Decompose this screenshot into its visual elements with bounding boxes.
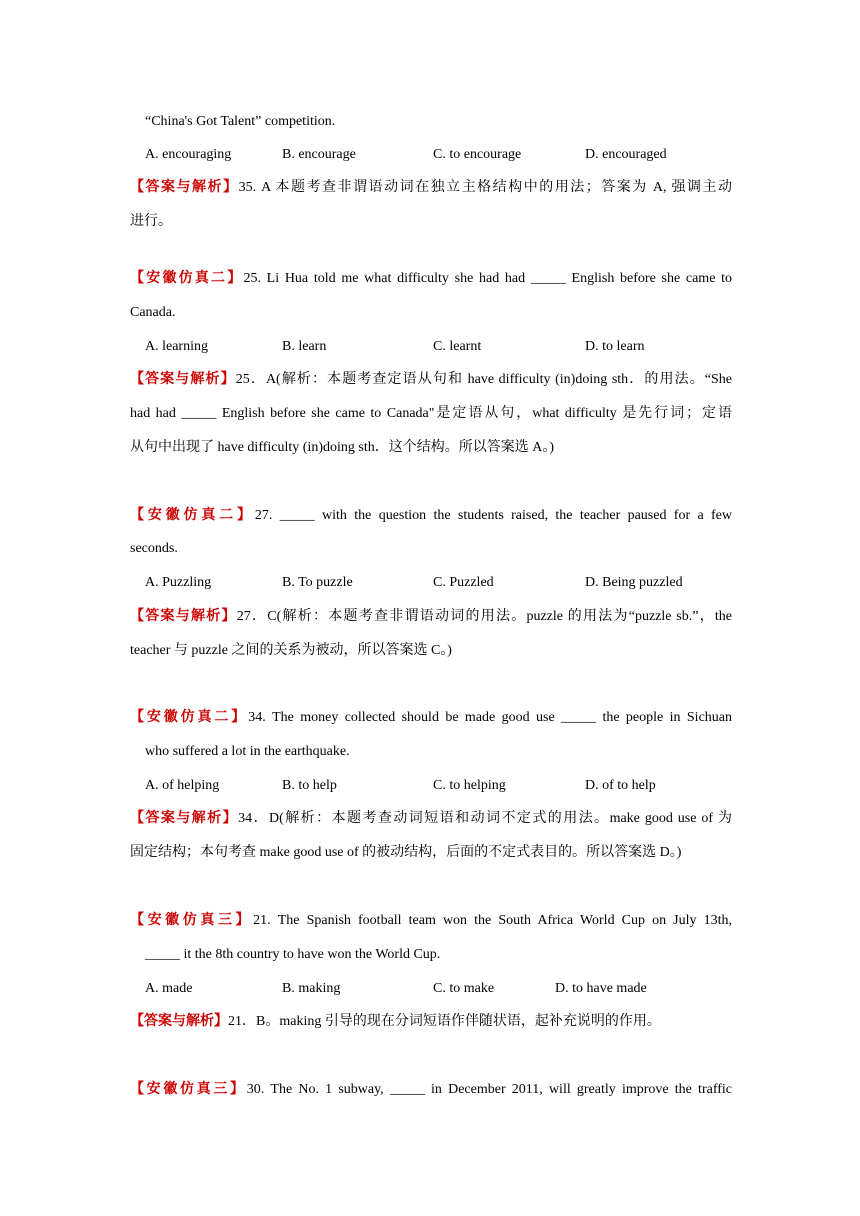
option-a: A. of helping — [145, 778, 220, 793]
answer-tag: 【答案与解析】 — [130, 180, 239, 195]
option-b: B. encourage — [282, 147, 356, 162]
answer-27-line-1 — [130, 605, 732, 629]
option-d: D. to learn — [585, 339, 645, 354]
answer-text: teacher 与 puzzle 之间的关系为被动，所以答案选 C。) — [130, 643, 452, 658]
question-21-options — [145, 977, 745, 1001]
stem-text: 30. The No. 1 subway, _____ in December 2011, will greatly improve the traffic — [246, 1082, 732, 1097]
question-34-options — [145, 774, 745, 798]
option-d: D. encouraged — [585, 147, 667, 162]
question-21-stem-line-2 — [145, 943, 747, 967]
option-b: B. making — [282, 981, 341, 996]
answer-21-line-1 — [130, 1010, 732, 1034]
answer-tag: 【答案与解析】 — [130, 1014, 228, 1029]
question-30-stem-line-1 — [130, 1078, 732, 1102]
option-d: D. Being puzzled — [585, 575, 683, 590]
answer-text: 35. A 本题考查非谓语动词在独立主格结构中的用法；答案为 A, 强调主动 — [238, 180, 733, 195]
option-a: A. made — [145, 981, 193, 996]
answer-tag: 【答案与解析】 — [130, 609, 237, 624]
question-34-stem-line-1 — [130, 706, 732, 730]
option-a: A. encouraging — [145, 147, 232, 162]
answer-27-line-2 — [130, 639, 732, 663]
option-c: C. to helping — [433, 778, 506, 793]
answer-tag: 【答案与解析】 — [130, 372, 236, 387]
stem-text: 21. The Spanish football team won the South Africa World Cup on July 13th, — [253, 913, 733, 928]
option-c: C. Puzzled — [433, 575, 494, 590]
option-d: D. to have made — [555, 981, 647, 996]
stem-text: 34. The money collected should be made good use _____ the people in Sichuan — [248, 710, 733, 725]
question-35-options — [145, 143, 745, 167]
answer-text: 34．D(解析：本题考查动词短语和动词不定式的用法。make good use of 为 — [238, 811, 733, 826]
answer-text: had had _____ English before she came to Canada"是定语从句，what difficulty 是先行词；定语 — [130, 406, 732, 421]
answer-text: 进行。 — [130, 214, 172, 229]
option-b: B. To puzzle — [282, 575, 353, 590]
question-25-stem-line-2 — [130, 301, 732, 325]
question-27-stem-line-1 — [130, 504, 732, 528]
answer-text: 从句中出现了 have difficulty (in)doing sth．这个结构。所以答案选 A。) — [130, 440, 554, 455]
source-tag: 【安徽仿真二】 — [130, 271, 244, 286]
stem-text: who suffered a lot in the earthquake. — [145, 744, 350, 759]
answer-25-line-2 — [130, 402, 732, 426]
option-a: A. Puzzling — [145, 575, 212, 590]
answer-text: 27．C(解析：本题考查非谓语动词的用法。puzzle 的用法为“puzzle sb.”，the — [236, 609, 733, 624]
source-tag: 【安徽仿真三】 — [130, 1082, 247, 1097]
option-c: C. learnt — [433, 339, 482, 354]
stem-text: “China's Got Talent” competition. — [145, 114, 336, 129]
option-b: B. to help — [282, 778, 337, 793]
question-34-stem-line-2 — [145, 740, 747, 764]
question-35-stem — [145, 110, 747, 134]
answer-34-line-1 — [130, 807, 732, 831]
source-tag: 【安徽仿真二】 — [130, 710, 249, 725]
question-27-stem-line-2 — [130, 537, 732, 561]
stem-text: 27. _____ with the question the students raised, the teacher paused for a few — [254, 508, 732, 523]
answer-34-line-2 — [130, 841, 732, 865]
answer-text: 25．A(解析：本题考查定语从句和 have difficulty (in)doing sth．的用法。“She — [235, 372, 733, 387]
answer-text: 固定结构；本句考查 make good use of 的被动结构，后面的不定式表目的。所以答案选 D。) — [130, 845, 682, 860]
answer-tag: 【答案与解析】 — [130, 811, 239, 826]
question-25-stem-line-1 — [130, 267, 732, 291]
option-c: C. to encourage — [433, 147, 522, 162]
answer-35-line-1 — [130, 176, 732, 200]
option-d: D. of to help — [585, 778, 656, 793]
stem-text: seconds. — [130, 541, 178, 556]
question-27-options — [145, 571, 745, 595]
answer-35-line-2 — [130, 210, 732, 234]
source-tag: 【安徽仿真二】 — [130, 508, 255, 523]
answer-25-line-3 — [130, 436, 732, 460]
stem-text: _____ it the 8th country to have won the World Cup. — [145, 947, 441, 962]
answer-text: 21．B。making 引导的现在分词短语作伴随状语，起补充说明的作用。 — [228, 1014, 661, 1029]
question-25-options — [145, 335, 745, 359]
option-a: A. learning — [145, 339, 208, 354]
stem-text: Canada. — [130, 305, 176, 320]
source-tag: 【安徽仿真三】 — [130, 913, 254, 928]
option-b: B. learn — [282, 339, 327, 354]
question-21-stem-line-1 — [130, 909, 732, 933]
option-c: C. to make — [433, 981, 495, 996]
stem-text: 25. Li Hua told me what difficulty she had had _____ English before she came to — [243, 271, 733, 286]
answer-25-line-1 — [130, 368, 732, 392]
